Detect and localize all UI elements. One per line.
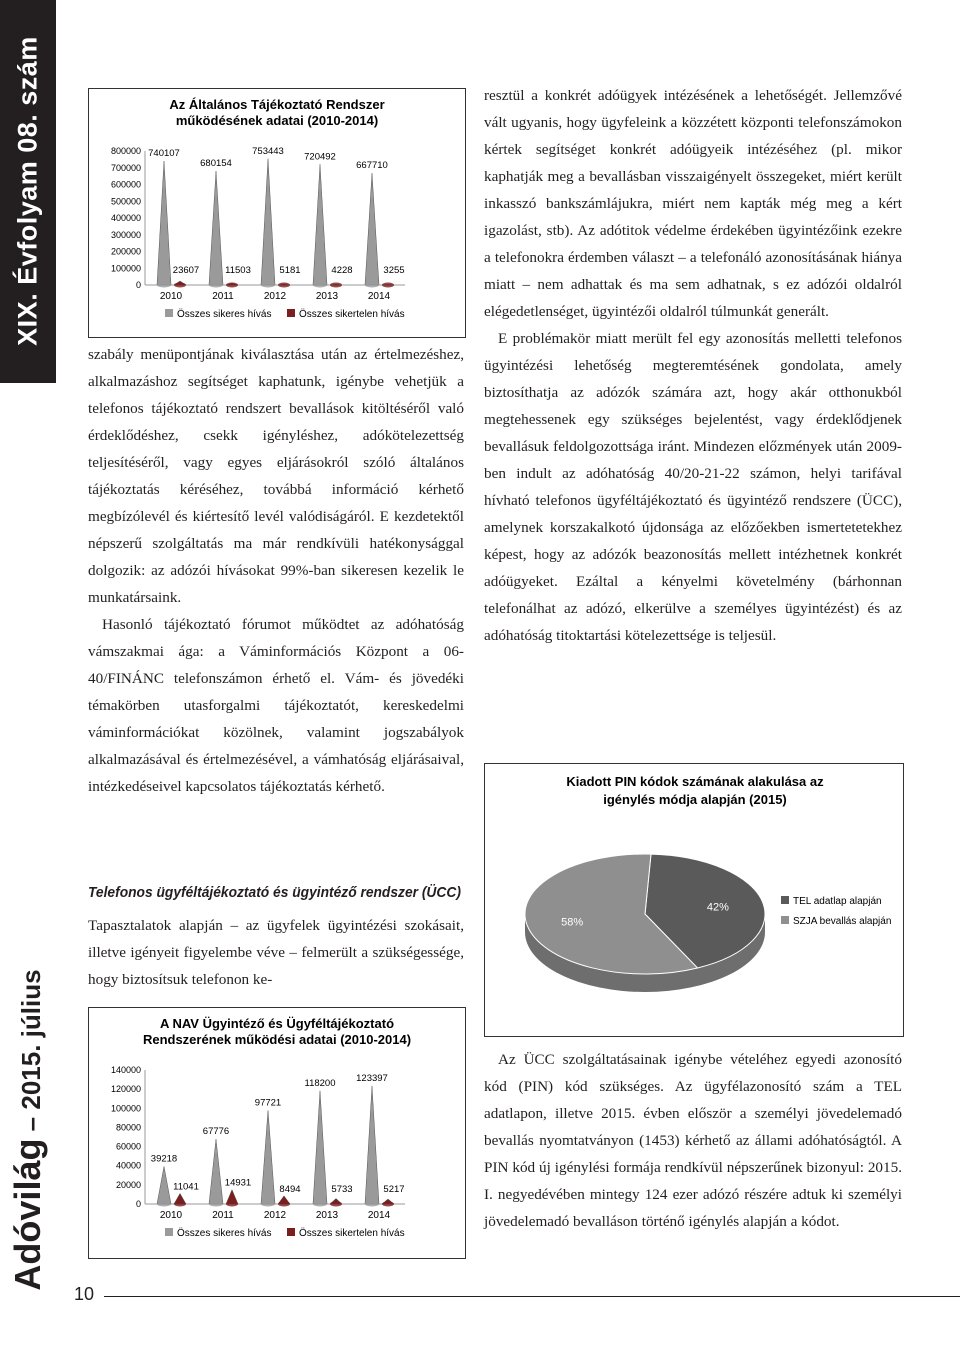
chart-title: igénylés módja alapján (2015) <box>603 792 787 807</box>
bar-success-base <box>365 1202 379 1207</box>
legend-label: TEL adatlap alapján <box>793 896 882 907</box>
x-tick-label: 2014 <box>367 291 391 302</box>
y-tick-label: 400000 <box>110 213 141 223</box>
volume-label: XIX. Évfolyam 08. szám <box>12 36 43 346</box>
bar-success-base <box>261 283 275 288</box>
data-label-success: 118200 <box>304 1077 336 1089</box>
y-tick-label: 20000 <box>115 1179 141 1190</box>
issue-date: 2015. július <box>16 969 46 1110</box>
section-heading: Telefonos ügyféltájékoztató és ügyintéző rendszer (ÜCC) <box>88 884 461 901</box>
data-label-fail: 5733 <box>331 1184 353 1195</box>
legend-swatch-fail <box>287 1228 295 1236</box>
chart-title: A NAV Ügyintéző és Ügyféltájékoztató <box>159 1016 395 1031</box>
data-label-fail: 23607 <box>172 265 200 276</box>
bar-success-base <box>365 283 379 288</box>
bar-success <box>313 164 327 285</box>
data-label-success: 123397 <box>356 1072 388 1084</box>
legend-label-fail: Összes sikertelen hívás <box>299 1228 405 1239</box>
magazine-title: Adóvilág <box>7 1138 48 1291</box>
bar-fail-base <box>226 283 238 288</box>
legend-swatch <box>781 916 789 924</box>
x-tick-label: 2011 <box>212 291 234 302</box>
data-label-fail: 14931 <box>224 1177 252 1189</box>
bar-fail-base <box>278 1202 290 1207</box>
x-tick-label: 2010 <box>159 291 183 302</box>
data-label-fail: 11041 <box>173 1181 199 1193</box>
bar-success-base <box>261 1202 275 1207</box>
left-column-text <box>88 341 464 800</box>
bar-success-base <box>157 1202 171 1207</box>
y-tick-label: 500000 <box>110 196 141 207</box>
y-tick-label: 140000 <box>110 1065 141 1075</box>
data-label-success: 680154 <box>200 158 232 170</box>
volume-sidebar <box>0 0 56 383</box>
x-tick-label: 2010 <box>159 1210 183 1221</box>
data-label-success: 97721 <box>254 1097 282 1109</box>
bar-fail-base <box>278 283 290 288</box>
x-tick-label: 2013 <box>315 291 339 302</box>
bar-fail-base <box>382 283 394 288</box>
y-tick-label: 600000 <box>110 179 141 190</box>
paragraph: E problémakör miatt merült fel egy azonosítás melletti telefonos ügyintézési lehetőség megteremtésének gondolata, amely biztosíthatja az adózók számára azt, hogy akár otthonukból megtehessenek egy szükséges bejelentést, vagy érdeklődjenek bevallásuk feldolgozottsága iránt. Mindezen előzmények után 2009-ben indult az adóhatóság 40/20-21-22 számon, helyi tarifával hívható telefonos ügyféltájékoztató és ügyintéző rendszere (ÜCC), amelynek korszakalkotó újdonsága az előzőekben ismertetetekhez képest, hogy az adózók beazonosítás mellett intézhetnek konkrét adóügyeket. Ezáltal a kényelmi követelmény (bárhonnan telefonálhat az adózó, elkerülve a személyes ügyintézést) és az adóhatóság titoktartási kötelezettsége is teljesül. <box>484 330 902 644</box>
page-number: 10 <box>74 1284 95 1304</box>
data-label-success: 67776 <box>202 1126 230 1138</box>
y-tick-label: 120000 <box>110 1084 141 1095</box>
bar-fail-base <box>330 283 342 288</box>
bar-chart-general-info <box>89 89 465 337</box>
bar-success-base <box>209 1202 223 1207</box>
data-label-fail: 4228 <box>331 265 353 276</box>
bar-success-base <box>157 283 171 288</box>
bar-chart-ucc <box>89 1008 465 1258</box>
bar-success <box>157 161 171 285</box>
data-label-fail: 3255 <box>383 265 405 276</box>
y-tick-label: 200000 <box>110 246 141 257</box>
data-label-fail: 5181 <box>279 265 301 276</box>
bar-success <box>365 173 379 285</box>
bar-fail-base <box>330 1202 342 1207</box>
y-tick-label: 800000 <box>110 146 141 156</box>
paragraph: Tapasztalatok alapján – az ügyfelek ügyintézési szokásait, illetve igényeit figyelembe véve – felmerült a szükségessége, hogy biztosítsuk telefonon ke- <box>88 917 464 988</box>
data-label-success: 39218 <box>150 1153 178 1165</box>
bar-fail-base <box>174 1202 186 1207</box>
legend-swatch-success <box>165 309 173 317</box>
footer-rule <box>104 1296 960 1297</box>
chart-title: Kiadott PIN kódok számának alakulása az <box>566 774 824 789</box>
chart-title: Rendszerének működési adatai (2010-2014) <box>142 1032 412 1047</box>
x-tick-label: 2011 <box>212 1210 234 1221</box>
right-column-text-2 <box>484 1046 902 1235</box>
data-label-success: 720492 <box>304 151 336 163</box>
bar-fail-base <box>226 1202 238 1207</box>
y-tick-label: 0 <box>135 280 141 290</box>
x-tick-label: 2012 <box>263 1210 287 1221</box>
data-label-success: 667710 <box>356 160 388 172</box>
chart-title: működésének adatai (2010-2014) <box>175 113 379 128</box>
chart-title: Az Általános Tájékoztató Rendszer <box>169 97 385 112</box>
left-column-text-2 <box>88 912 464 993</box>
bar-success <box>209 1139 223 1204</box>
bar-success <box>313 1091 327 1204</box>
data-label-success: 753443 <box>252 145 284 157</box>
data-label-fail: 11503 <box>225 265 251 276</box>
data-label-fail: 8494 <box>279 1183 301 1195</box>
legend-swatch-fail <box>287 309 295 317</box>
paragraph: szabály menüpontjának kiválasztása után az értelmezéshez, alkalmazáshoz segítséget kaphatunk, igénybe vehetjük a telefonos tájékoztató rendszert bevallások kitöltéséről való érdeklődéshez, csekk igényléshez, adókötelezettség teljesítéséről, vagy egyes eljárásokról szóló általános tájékoztatás kéréséhez, továbbá információ kérhető megbízólevél és kiértesítő levél valódiságáról. E kezdetektől népszerű szolgáltatás ma már rendkívüli hatékonysággal dolgozik: az adózói hívásokat 99%-ban sikeresen kezelik le munkatársaink. <box>88 346 464 606</box>
legend-label-success: Összes sikeres hívás <box>177 1228 272 1239</box>
legend-label-success: Összes sikeres hívás <box>177 309 272 320</box>
y-tick-label: 0 <box>135 1199 141 1209</box>
data-label-fail: 5217 <box>383 1184 405 1195</box>
bar-success <box>157 1166 171 1204</box>
chart-nav-ucc-system <box>88 1007 466 1259</box>
bar-fail-base <box>174 283 186 288</box>
masthead-dash: – <box>16 1109 46 1139</box>
y-tick-label: 300000 <box>110 229 141 240</box>
bar-success <box>261 1110 275 1204</box>
pie-value-label: 58% <box>561 916 584 929</box>
bar-success <box>365 1086 379 1204</box>
y-tick-label: 40000 <box>115 1160 141 1171</box>
x-tick-label: 2014 <box>367 1210 391 1221</box>
x-tick-label: 2013 <box>315 1210 339 1221</box>
legend-swatch-success <box>165 1228 173 1236</box>
right-column-text <box>484 82 902 649</box>
y-tick-label: 100000 <box>110 263 141 274</box>
y-tick-label: 80000 <box>115 1122 141 1133</box>
chart-pin-codes <box>484 763 904 1037</box>
pie-value-label: 42% <box>706 901 729 914</box>
bar-success <box>261 159 275 285</box>
legend-label-fail: Összes sikertelen hívás <box>299 309 405 320</box>
x-tick-label: 2012 <box>263 291 287 302</box>
paragraph: resztül a konkrét adóügyek intézésének a lehetőségét. Jellemzővé vált ugyanis, hogy ügyfeleink a közzétett központi telefonszámokon kértek segítséget konkrét adóügyeik intézéséhez (pl. mikor kaphatják meg a bevallásban visszaigényelt összegeket, miért került inkasszó bankszámlájukra, miért nem kapták még meg a kért igazolást, stb). Az adótitok védelme érdekében ügyintézőink ezekre a telefonokra érdemben választ – a telefonáló azonosításának hiánya miatt – nem adhattak és ma sem adhatnak, s ez adózói oldalról elégedetlenséget, ügyintézői oldalról túlmunkát generált. <box>484 87 902 320</box>
bar-fail-base <box>382 1202 394 1207</box>
y-tick-label: 60000 <box>115 1141 141 1152</box>
paragraph: Az ÜCC szolgáltatásainak igénybe vételéhez egyedi azonosító kód (PIN) kód szükséges. Az ügyfélazonosító szám a TEL adatlapon, illetve 2015. évben először a személyi jövedelemadó bevallás nyomtatványon (1453) kérhető az állami adóhatóságtól. A PIN kód új igénylési formája rendkívül népszerűnek bizonyul: 2015. I. negyedévében mintegy 124 ezer adózó részére adtuk ki személyi jövedelemadó bevalláson történő igénylés alapján a kódot. <box>484 1051 902 1230</box>
chart-general-info-system <box>88 88 466 338</box>
bar-success-base <box>313 1202 327 1207</box>
paragraph: Hasonló tájékoztató fórumot működtet az adóhatóság vámszakmai ága: a Váminformációs Központ a 06-40/FINÁNC telefonszámon érhető el. Vám- és jövedéki témakörben utasforgalmi tájékoztatót, kereskedelmi váminformációkat közölnek, valamint jogszabályok alkalmazásával és értelmezésével, a vámhatóság eljárásaival, intézkedéseivel kapcsolatos tájékoztatás kérhető. <box>88 616 464 795</box>
data-label-success: 740107 <box>148 148 180 160</box>
bar-success-base <box>209 283 223 288</box>
y-tick-label: 100000 <box>110 1103 141 1114</box>
pie-chart-pin <box>485 764 903 1036</box>
magazine-masthead <box>7 969 49 1290</box>
bar-success <box>209 171 223 285</box>
legend-swatch <box>781 896 789 904</box>
legend-label: SZJA bevallás alapján <box>793 916 892 927</box>
y-tick-label: 700000 <box>110 162 141 173</box>
bar-success-base <box>313 283 327 288</box>
